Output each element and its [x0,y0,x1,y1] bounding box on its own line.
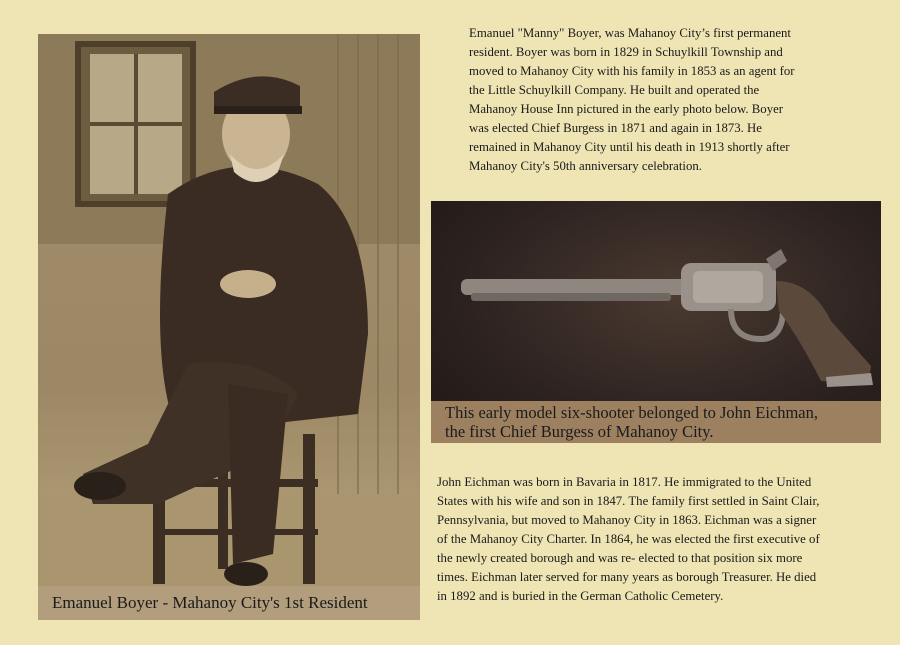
boyer-photo [38,34,420,620]
revolver-photo-caption [431,401,881,443]
revolver-caption-line: the first Chief Burgess of Mahanoy City. [445,422,714,441]
boyer-bio-line: Emanuel "Manny" Boyer, was Mahanoy City’s first permanent [469,26,791,40]
boyer-photo-caption: Emanuel Boyer - Mahanoy City's 1st Resident [38,586,420,620]
eichman-bio-line: Pennsylvania, but moved to Mahanoy City in 1863. Eichman was a signer [437,513,817,527]
revolver-photo [431,201,881,443]
boyer-photo-illustration [38,34,420,620]
boyer-bio-line: moved to Mahanoy City with his family in 1853 as an agent for [469,64,795,78]
eichman-bio-line: in 1892 and is buried in the German Catholic Cemetery. [437,589,724,603]
boyer-biography [469,24,869,176]
revolver-illustration [431,201,881,401]
eichman-bio-line: of the Mahanoy City Charter. In 1864, he was elected the first executive of [437,532,820,546]
boyer-bio-line: was elected Chief Burgess in 1871 and again in 1873. He [469,121,762,135]
eichman-bio-line: States with his wife and son in 1847. The family first settled in Saint Clair, [437,494,820,508]
eichman-bio-line: John Eichman was born in Bavaria in 1817. He immigrated to the United [437,475,812,489]
boyer-bio-line: Mahanoy City's 50th anniversary celebration. [469,159,702,173]
eichman-bio-line: the newly created borough and was re- elected to that position six more [437,551,803,565]
boyer-bio-line: Mahanoy House Inn pictured in the early photo below. Boyer [469,102,784,116]
eichman-bio-line: times. Eichman later served for many years as borough Treasurer. He died [437,570,817,584]
boyer-bio-line: resident. Boyer was born in 1829 in Schuylkill Township and [469,45,783,59]
revolver-caption-line: This early model six-shooter belonged to John Eichman, [445,403,819,422]
eichman-biography [437,473,895,606]
boyer-bio-line: remained in Mahanoy City until his death in 1913 shortly after [469,140,790,154]
boyer-bio-line: the Little Schuylkill Company. He built and operated the [469,83,760,97]
